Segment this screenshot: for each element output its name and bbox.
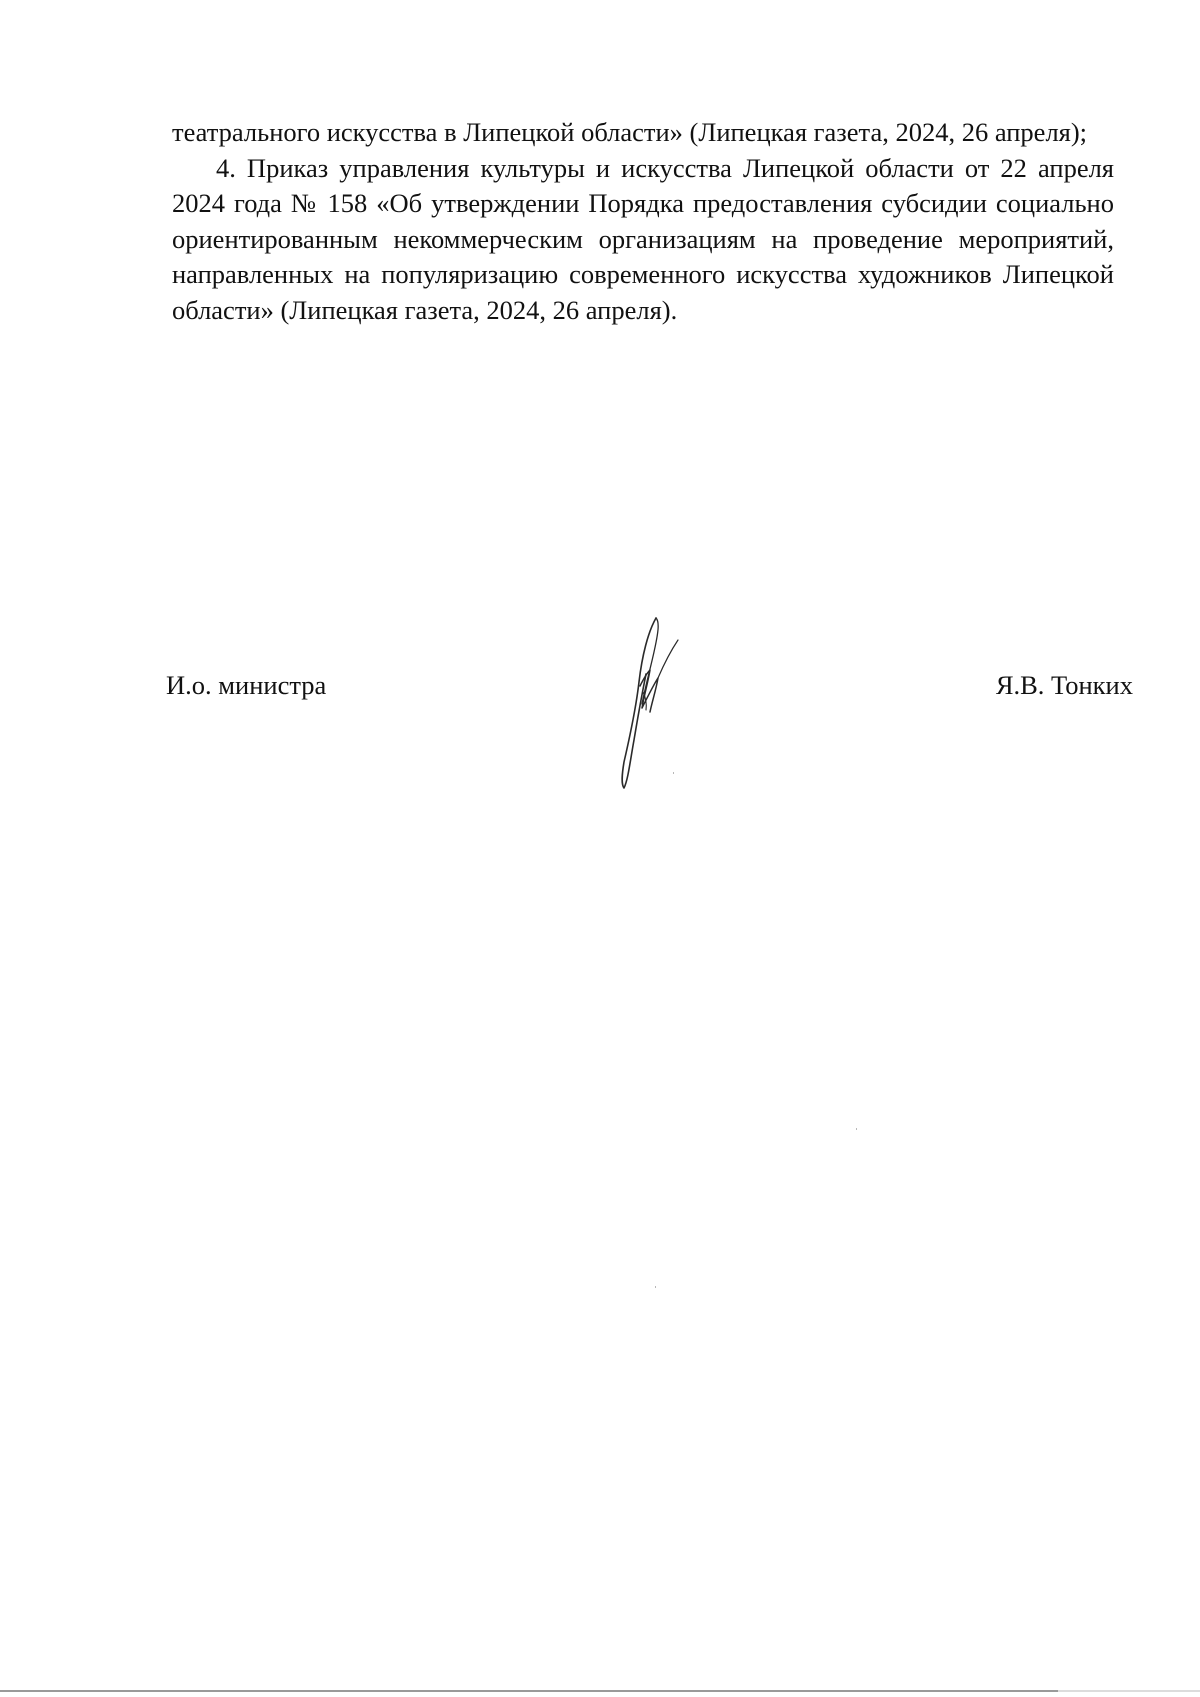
signatory-name: Я.В. Тонких	[995, 670, 1133, 700]
scan-bottom-edge-faint	[1058, 1690, 1200, 1692]
handwritten-signature	[612, 612, 692, 792]
paragraph-item-4: 4. Приказ управления культуры и искусства Липецкой области от 22 апреля 2024 года № 158 «Об утверждении Порядка предоставления субсидии социально ориентированным некоммерческим организациям на проведение мероприятий, направленных на популяризацию современного искусства художников Липецкой области» (Липецкая газета, 2024, 26 апреля).	[172, 152, 1114, 325]
scan-speck	[655, 1286, 656, 1288]
scan-bottom-edge	[0, 1690, 1058, 1692]
paragraph-continued: театрального искусства в Липецкой области» (Липецкая газета, 2024, 26 апреля);	[172, 117, 1088, 147]
scan-speck	[673, 772, 674, 774]
signatory-role: И.о. министра	[166, 670, 327, 700]
document-body	[172, 115, 1114, 328]
scan-speck	[856, 1128, 857, 1130]
